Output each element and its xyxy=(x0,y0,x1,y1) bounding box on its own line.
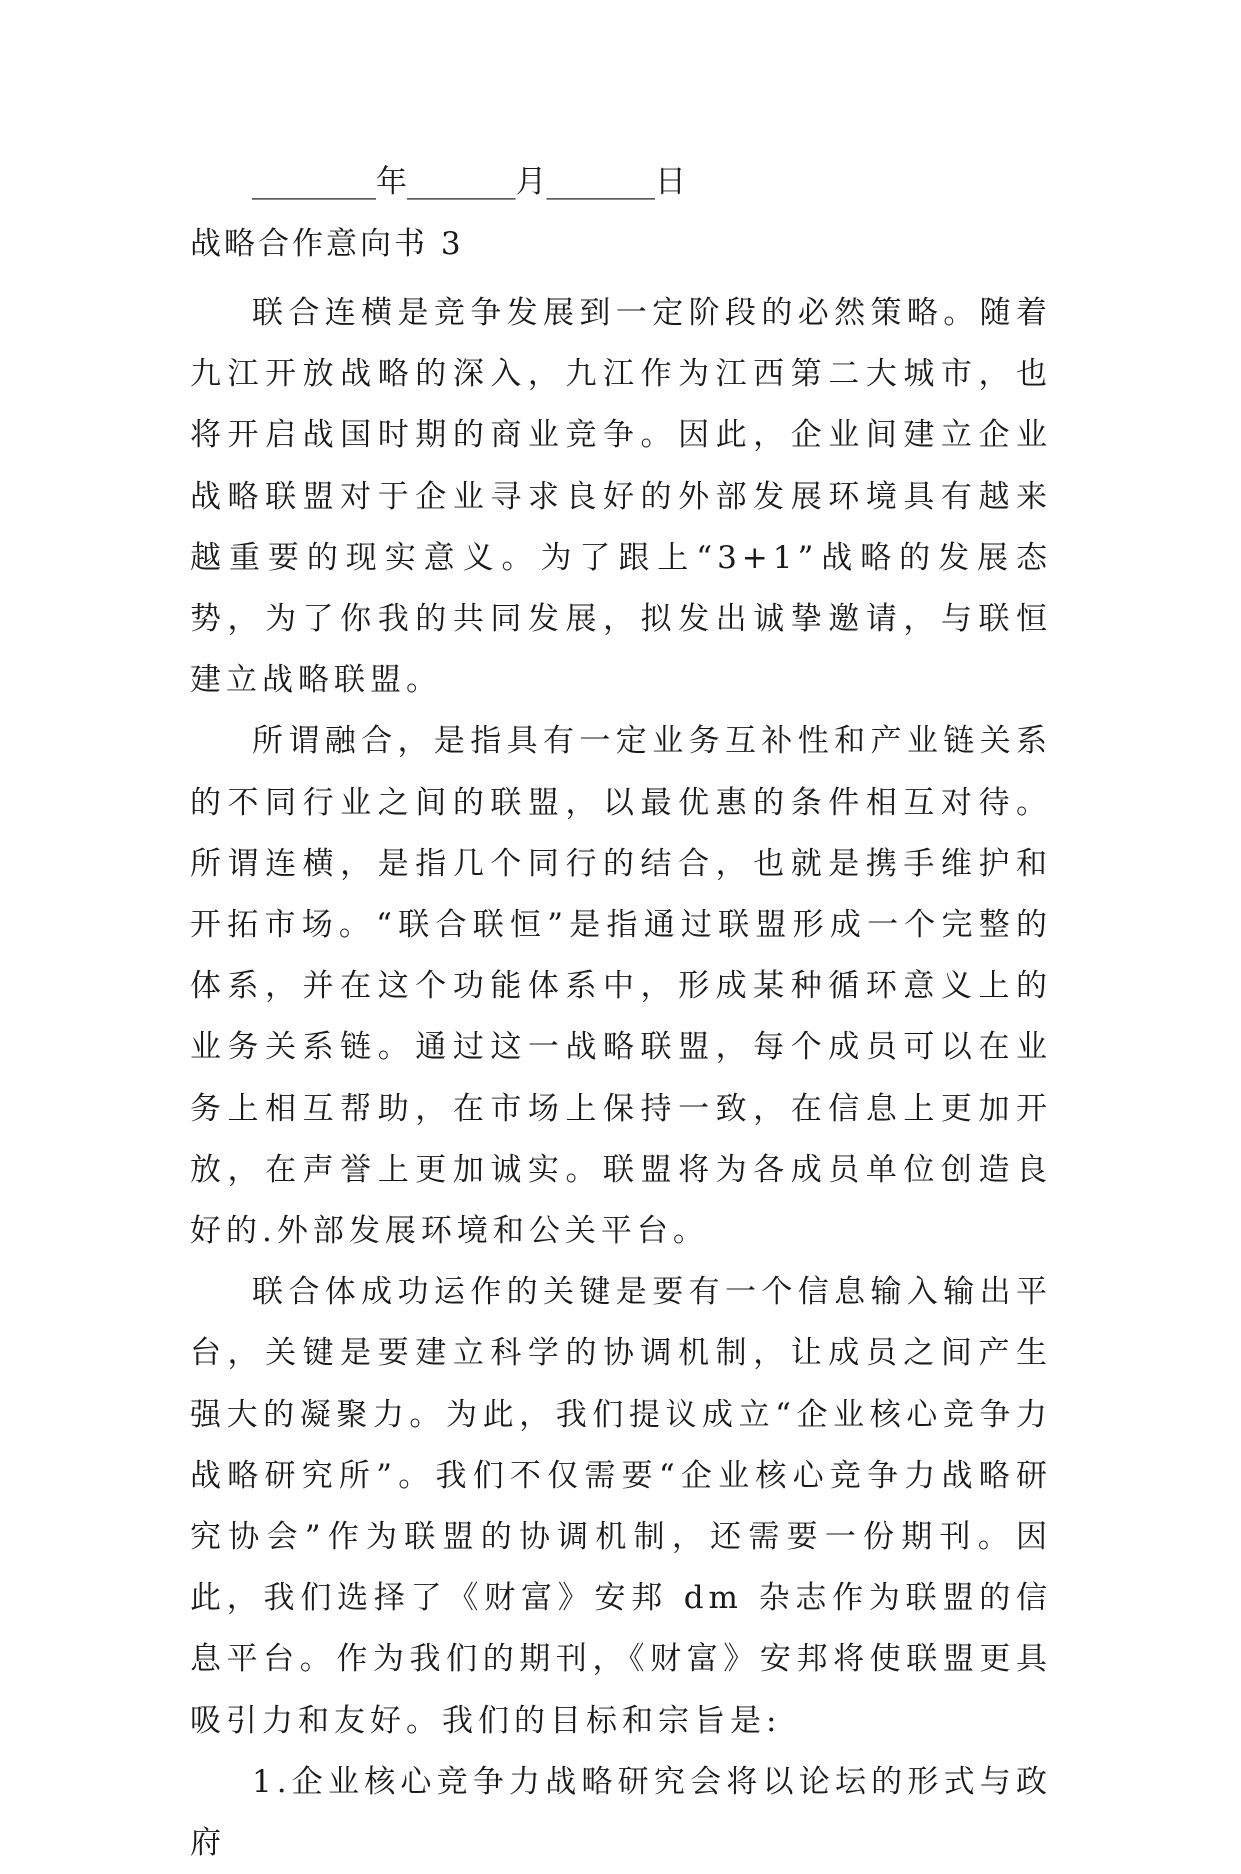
date-signature-line: ________年_______月_______日 xyxy=(252,164,686,200)
paragraph: 联合体成功运作的关键是要有一个信息输入输出平台，关键是要建立科学的协调机制，让成员之间产生强大的凝聚力。为此，我们提议成立“企业核心竞争力战略研究所”。我们不仅需要“企业核心竞争力战略研究协会”作为联盟的协调机制，还需要一份期刊。因此，我们选择了《财富》安邦 dm 杂志作为联盟的信息平台。作为我们的期刊，《财富》安邦将使联盟更具吸引力和友好。我们的目标和宗旨是: xyxy=(190,1274,1052,1739)
paragraph: 1.企业核心竞争力战略研究会将以论坛的形式与政府 xyxy=(190,1763,1052,1862)
document-body xyxy=(190,283,1052,1874)
paragraph: 所谓融合，是指具有一定业务互补性和产业链关系的不同行业之间的联盟，以最优惠的条件相互对待。所谓连横，是指几个同行的结合，也就是携手维护和开拓市场。“联合联恒”是指通过联盟形成一个完整的体系，并在这个功能体系中，形成某种循环意义上的业务关系链。通过这一战略联盟，每个成员可以在业务上相互帮助，在市场上保持一致，在信息上更加开放，在声誉上更加诚实。联盟将为各成员单位创造良好的.外部发展环境和公关平台。 xyxy=(190,723,1052,1250)
paragraph: 联合连横是竞争发展到一定阶段的必然策略。随着九江开放战略的深入，九江作为江西第二大城市，也将开启战国时期的商业竞争。因此，企业间建立企业战略联盟对于企业寻求良好的外部发展环境具有越来越重要的现实意义。为了跟上“3+1”战略的发展态势，为了你我的共同发展，拟发出诚挚邀请，与联恒建立战略联盟。 xyxy=(190,295,1052,699)
document-title: 战略合作意向书 3 xyxy=(190,226,464,262)
